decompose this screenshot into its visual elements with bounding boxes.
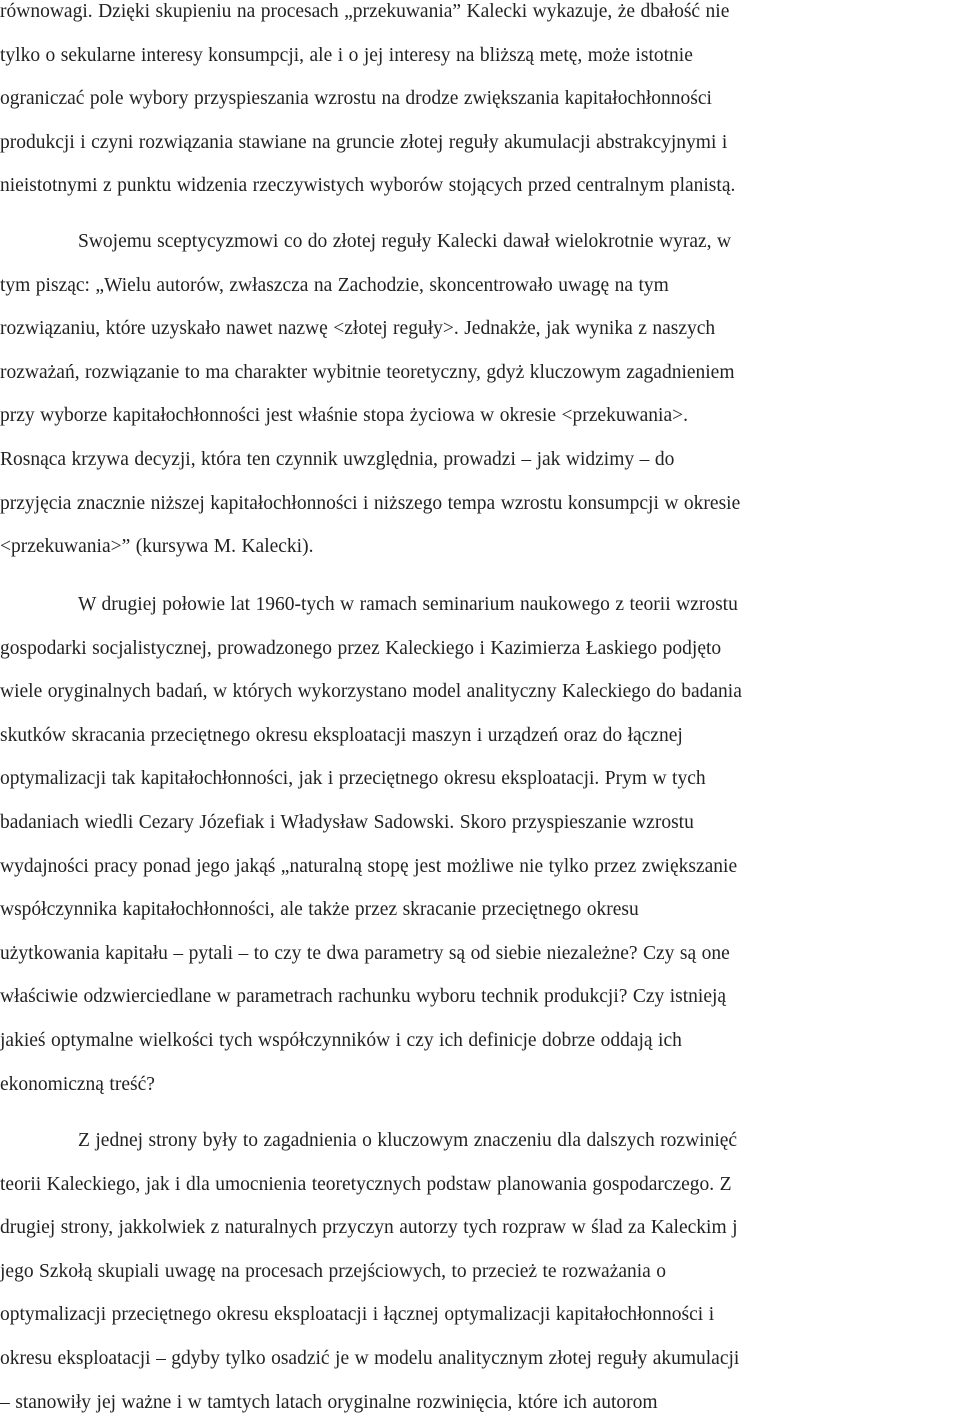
text-line: wydajności pracy ponad jego jakąś „naturalną stopę jest możliwe nie tylko przez zwiększanie (0, 855, 738, 877)
text-line: ograniczać pole wybory przyspieszania wzrostu na drodze zwiększania kapitałochłonności (0, 88, 712, 110)
text-line: okresu eksploatacji – gdyby tylko osadzić je w modelu analitycznym złotej reguły akumulacji (0, 1347, 740, 1369)
text-line: – stanowiły jej ważne i w tamtych latach oryginalne rozwinięcia, które ich autorom (0, 1391, 658, 1413)
text-line: optymalizacji przeciętnego okresu eksploatacji i łącznej optymalizacji kapitałochłonności i (0, 1304, 715, 1326)
text-line: jego Szkołą skupiali uwagę na procesach przejściowych, to przecież te rozważania o (0, 1260, 667, 1282)
text-line: gospodarki socjalistycznej, prowadzonego przez Kaleckiego i Kazimierza Łaskiego podjęto (0, 637, 722, 659)
text-line: Swojemu sceptycyzmowi co do złotej reguły Kalecki dawał wielokrotnie wyraz, w (78, 231, 732, 252)
text-line: ekonomiczną treść? (0, 1073, 155, 1095)
text-line: rozwiązaniu, które uzyskało nawet nazwę <złotej reguły>. Jednakże, jak wynika z naszych (0, 318, 716, 340)
text-line: produkcji i czyni rozwiązania stawiane na gruncie złotej reguły akumulacji abstrakcyjnymi i (0, 131, 728, 153)
paragraph-4 (0, 1119, 960, 1418)
paragraph-1 (0, 0, 960, 208)
text-line: wiele oryginalnych badań, w których wykorzystano model analityczny Kaleckiego do badania (0, 681, 742, 703)
text-line: optymalizacji tak kapitałochłonności, jak i przeciętnego okresu eksploatacji. Prym w tych (0, 768, 706, 790)
text-line: właściwie odzwierciedlane w parametrach rachunku wyboru technik produkcji? Czy istnieją (0, 986, 727, 1008)
text-line: Z jednej strony były to zagadnienia o kluczowym znaczeniu dla dalszych rozwinięć (78, 1130, 738, 1151)
text-line: przy wyborze kapitałochłonności jest właśnie stopa życiowa w okresie <przekuwania>. (0, 405, 689, 427)
text-line: jakieś optymalne wielkości tych współczynników i czy ich definicje dobrze oddają ich (0, 1029, 682, 1051)
text-line: Rosnąca krzywa decyzji, która ten czynnik uwzględnia, prowadzi – jak widzimy – do (0, 448, 675, 470)
text-line: tylko o sekularne interesy konsumpcji, ale i o jej interesy na bliższą metę, może istotnie (0, 44, 693, 66)
text-line: nieistotnymi z punktu widzenia rzeczywistych wyborów stojących przed centralnym planistą. (0, 175, 736, 197)
text-line: użytkowania kapitału – pytali – to czy te dwa parametry są od siebie niezależne? Czy są one (0, 942, 730, 964)
text-line: tym pisząc: „Wielu autorów, zwłaszcza na Zachodzie, skoncentrowało uwagę na tym (0, 274, 669, 296)
text-line: rozważań, rozwiązanie to ma charakter wybitnie teoretyczny, gdyż kluczowym zagadnieniem (0, 361, 735, 383)
text-line: <przekuwania>” (kursywa M. Kalecki). (0, 536, 314, 558)
text-line: współczynnika kapitałochłonności, ale także przez skracanie przeciętnego okresu (0, 899, 639, 921)
text-line: drugiej strony, jakkolwiek z naturalnych przyczyn autorzy tych rozpraw w ślad za Kaleckim j (0, 1217, 738, 1239)
paragraph-3 (0, 583, 960, 1106)
text-line: teorii Kaleckiego, jak i dla umocnienia teoretycznych podstaw planowania gospodarczego. Z (0, 1173, 732, 1195)
text-line: równowagi. Dzięki skupieniu na procesach „przekuwania” Kalecki wykazuje, że dbałość nie (0, 1, 730, 22)
text-line: skutków skracania przeciętnego okresu eksploatacji maszyn i urządzeń oraz do łącznej (0, 724, 683, 746)
text-line: badaniach wiedli Cezary Józefiak i Władysław Sadowski. Skoro przyspieszanie wzrostu (0, 811, 694, 833)
text-line: przyjęcia znacznie niższej kapitałochłonności i niższego tempa wzrostu konsumpcji w okresie (0, 492, 741, 514)
paragraph-2 (0, 220, 960, 569)
text-line: W drugiej połowie lat 1960-tych w ramach seminarium naukowego z teorii wzrostu (78, 594, 738, 615)
